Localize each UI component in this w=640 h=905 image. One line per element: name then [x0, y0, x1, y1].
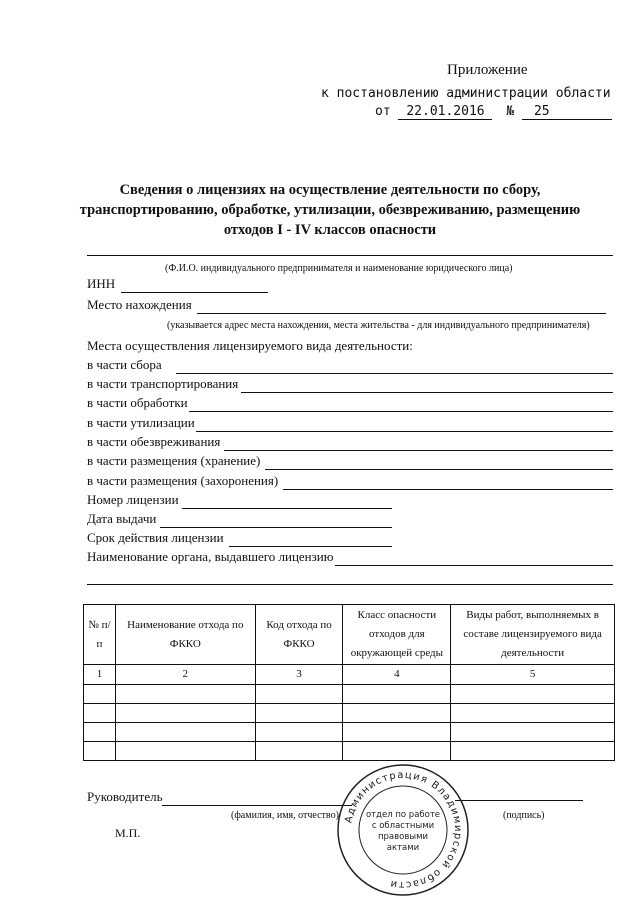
issuer-field-line-2[interactable]: [87, 584, 613, 585]
header-hazard-class: Класс опасности отходов для окружающей среды: [343, 605, 451, 665]
stamp-graphic: [335, 762, 471, 898]
head-name-field[interactable]: [162, 805, 352, 806]
burial-field[interactable]: [283, 489, 613, 490]
table-cell[interactable]: [451, 723, 615, 742]
official-stamp: [335, 762, 471, 898]
table-cell[interactable]: [84, 723, 116, 742]
stamp-line-2: с областными: [371, 821, 435, 831]
number-prefix: №: [506, 104, 515, 119]
burial-label: в части размещения (захоронения): [87, 473, 279, 488]
license-number-field[interactable]: [182, 508, 392, 509]
issuer-label: Наименование органа, выдавшего лицензию: [87, 549, 334, 564]
col-number-5: 5: [451, 665, 615, 685]
collection-field[interactable]: [176, 373, 613, 374]
table-row[interactable]: [84, 742, 615, 761]
table-cell[interactable]: [115, 704, 255, 723]
table-header-row: [84, 605, 615, 665]
stamp-line-3: правовыми: [377, 832, 429, 842]
table-number-row: [84, 665, 615, 685]
neutralization-label: в части обезвреживания: [87, 434, 221, 449]
location-field[interactable]: [197, 313, 606, 314]
utilization-field[interactable]: [196, 431, 613, 432]
table-cell[interactable]: [343, 685, 451, 704]
table-cell[interactable]: [343, 742, 451, 761]
inn-row: [87, 276, 115, 292]
decree-date: 22.01.2016: [398, 104, 492, 120]
appendix-label: Приложение: [447, 62, 528, 78]
col-number-1: 1: [84, 665, 116, 685]
stamp-ring-text: Администрация Владимирской области: [343, 769, 464, 891]
name-caption: (фамилия, имя, отчество): [231, 810, 339, 821]
date-prefix: от: [375, 104, 391, 119]
license-number-label: Номер лицензии: [87, 492, 179, 507]
head-signature-field[interactable]: [455, 800, 583, 801]
fio-line[interactable]: [87, 255, 613, 256]
table-cell[interactable]: [255, 704, 343, 723]
table-cell[interactable]: [84, 704, 116, 723]
header-work-types: Виды работ, выполняемых в составе лицензируемого вида деятельности: [451, 605, 615, 665]
table-cell[interactable]: [343, 704, 451, 723]
table-cell[interactable]: [451, 742, 615, 761]
collection-label: в части сбора: [87, 357, 162, 372]
neutralization-field[interactable]: [224, 450, 613, 451]
header-number: № п/п: [84, 605, 116, 665]
header-waste-code: Код отхода по ФККО: [255, 605, 343, 665]
inn-field[interactable]: [121, 292, 268, 293]
table-cell[interactable]: [255, 723, 343, 742]
decree-number: 25: [522, 104, 612, 120]
table-cell[interactable]: [84, 742, 116, 761]
title-line-1: Сведения о лицензиях на осуществление деятельности по сбору,: [119, 182, 541, 198]
utilization-label: в части утилизации: [87, 415, 195, 430]
col-number-3: 3: [255, 665, 343, 685]
table-row[interactable]: [84, 723, 615, 742]
waste-table: [83, 604, 615, 761]
validity-label: Срок действия лицензии: [87, 530, 224, 545]
document-title: [60, 180, 600, 240]
location-row: [87, 297, 192, 313]
table-row[interactable]: [84, 685, 615, 704]
transport-field[interactable]: [241, 392, 613, 393]
signature-caption: (подпись): [503, 810, 545, 821]
title-line-3: отходов I - IV классов опасности: [223, 222, 437, 238]
table-cell[interactable]: [115, 685, 255, 704]
places-heading: Места осуществления лицензируемого вида деятельности:: [87, 338, 413, 353]
inn-label: ИНН: [87, 276, 116, 291]
title-line-2: транспортированию, обработке, утилизации, обезвреживанию, размещению: [79, 202, 581, 218]
processing-field[interactable]: [189, 411, 613, 412]
table-cell[interactable]: [255, 685, 343, 704]
table-cell[interactable]: [343, 723, 451, 742]
table-cell[interactable]: [84, 685, 116, 704]
table-cell[interactable]: [451, 704, 615, 723]
storage-field[interactable]: [265, 469, 613, 470]
table-row[interactable]: [84, 704, 615, 723]
decree-label: к постановлению администрации области: [321, 86, 611, 101]
table-cell[interactable]: [451, 685, 615, 704]
storage-label: в части размещения (хранение): [87, 453, 261, 468]
fio-caption: (Ф.И.О. индивидуального предпринимателя и наименование юридического лица): [165, 263, 513, 274]
stamp-line-4: актами: [386, 843, 420, 853]
location-label: Место нахождения: [87, 297, 192, 312]
stamp-line-1: отдел по работе: [365, 810, 441, 820]
col-number-4: 4: [343, 665, 451, 685]
table-cell[interactable]: [115, 723, 255, 742]
validity-field[interactable]: [229, 546, 392, 547]
table-cell[interactable]: [255, 742, 343, 761]
mp-label: М.П.: [115, 826, 141, 840]
head-label: Руководитель: [87, 789, 163, 804]
table-cell[interactable]: [115, 742, 255, 761]
col-number-2: 2: [115, 665, 255, 685]
issue-date-field[interactable]: [160, 527, 392, 528]
header-waste-name: Наименование отхода по ФККО: [115, 605, 255, 665]
issue-date-label: Дата выдачи: [87, 511, 157, 526]
issuer-field[interactable]: [335, 565, 613, 566]
decree-date-line: [375, 104, 612, 120]
transport-label: в части транспортирования: [87, 376, 239, 391]
location-caption: (указывается адрес места нахождения, места жительства - для индивидуального предпринимателя): [167, 320, 590, 331]
processing-label: в части обработки: [87, 395, 188, 410]
